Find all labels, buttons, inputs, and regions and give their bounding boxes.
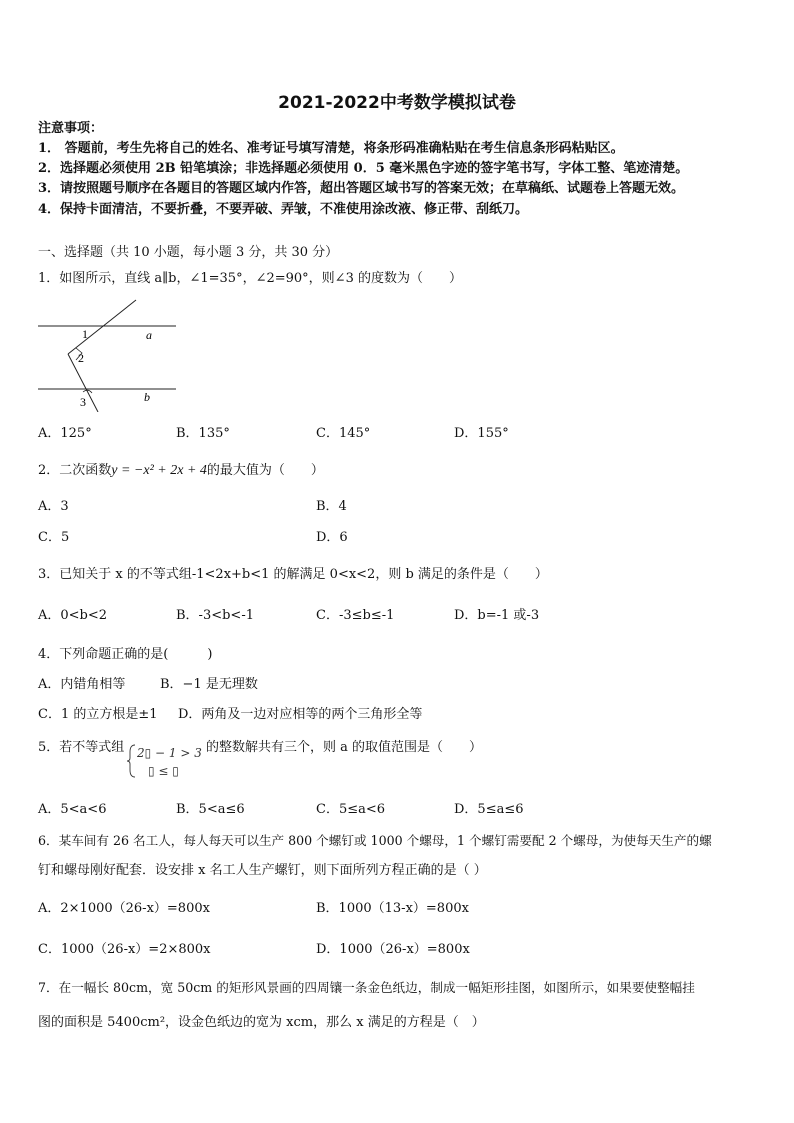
q4-option-c: C．1 的立方根是±1: [38, 707, 158, 722]
notice-heading: 注意事项：: [38, 121, 104, 136]
q3-option-b: B．-3<b<-1: [176, 608, 254, 623]
q1-option-a: A．125°: [38, 426, 92, 441]
notice-item: 1． 答题前，考生先将自己的姓名、准考证号填写清楚，将条形码准确粘贴在考生信息条形码粘贴区。: [38, 141, 624, 156]
q1-option-d: D．155°: [454, 426, 509, 441]
q2-option-c: C．5: [38, 530, 70, 545]
q2-option-b: B．4: [316, 499, 347, 514]
q2-formula: y = −x² + 2x + 4: [111, 463, 207, 478]
q6-option-b: B．1000（13-x）=800x: [316, 901, 469, 916]
q2-option-a: A．3: [38, 499, 69, 514]
question-1-stem: 1．如图所示，直线 a∥b，∠1=35°，∠2=90°，则∠3 的度数为（ ）: [38, 271, 462, 286]
q2-option-d: D．6: [316, 530, 348, 545]
notice-item: 3．请按照题号顺序在各题目的答题区域内作答，超出答题区域书写的答案无效；在草稿纸、试题卷上答题无效。: [38, 181, 685, 196]
question-6-line-1: 6．某车间有 26 名工人，每人每天可以生产 800 个螺钉或 1000 个螺母，1 个螺钉需要配 2 个螺母，为使每天生产的螺: [38, 833, 712, 848]
q4-option-b: B．−1 是无理数: [160, 677, 258, 692]
q5-stem-post: 的整数解共有三个，则 a 的取值范围是（ ）: [206, 740, 483, 755]
question-3-stem: 3．已知关于 x 的不等式组-1<2x+b<1 的解满足 0<x<2，则 b 满足的条件是（ ）: [38, 567, 548, 582]
question-7-line-1: 7．在一幅长 80cm，宽 50cm 的矩形风景画的四周镶一条金色纸边，制成一幅矩形挂图，如图所示，如果要使整幅挂: [38, 980, 695, 995]
notice-item: 2．选择题必须使用 2B 铅笔填涂；非选择题必须使用 0．5 毫米黑色字迹的签字笔书写，字体工整、笔迹清楚。: [38, 161, 689, 176]
q5-stem-pre: 5．若不等式组: [38, 740, 125, 755]
question-2-stem: [38, 462, 324, 480]
q4-option-a: A．内错角相等: [38, 677, 126, 692]
q5-option-c: C．5≤a<6: [316, 802, 386, 817]
q5-option-a: A．5<a<6: [38, 802, 107, 817]
q5-system-line-2: ▯ ≤ ▯: [148, 764, 179, 778]
q3-option-a: A．0<b<2: [38, 608, 108, 623]
notice-item: 4．保持卡面清洁，不要折叠，不要弄破、弄皱，不准使用涂改液、修正带、刮纸刀。: [38, 202, 529, 217]
question-7-line-2: 图的面积是 5400cm²，设金色纸边的宽为 xcm，那么 x 满足的方程是（ ）: [38, 1015, 485, 1030]
q3-option-d: D．b=-1 或-3: [454, 608, 540, 623]
q4-option-d: D．两角及一边对应相等的两个三角形全等: [178, 707, 423, 722]
q2-stem-post: 的最大值为（ ）: [206, 463, 324, 478]
q5-system-line-1: 2▯ − 1 > 3: [137, 746, 202, 760]
q6-option-a: A．2×1000（26-x）=800x: [38, 901, 210, 916]
q1-option-b: B．135°: [176, 426, 230, 441]
page-title: 2021-2022中考数学模拟试卷: [278, 93, 516, 113]
transversal-upper: [68, 300, 136, 354]
q6-option-d: D．1000（26-x）=800x: [316, 942, 470, 957]
question-6-line-2: 钉和螺母刚好配套．设安排 x 名工人生产螺钉，则下面所列方程正确的是（ ）: [38, 863, 487, 878]
q1-figure: [36, 296, 176, 412]
q2-stem-pre: 2．二次函数: [38, 463, 112, 478]
line-a-label: a: [146, 328, 152, 342]
q5-brace: [127, 744, 137, 778]
angle-2-label: 2: [78, 351, 84, 365]
q5-option-b: B．5<a≤6: [176, 802, 245, 817]
q6-option-c: C．1000（26-x）=2×800x: [38, 942, 211, 957]
q3-option-c: C．-3≤b≤-1: [316, 608, 395, 623]
q5-option-d: D．5≤a≤6: [454, 802, 524, 817]
section-heading: 一、选择题（共 10 小题，每小题 3 分，共 30 分）: [38, 245, 339, 260]
q1-option-c: C．145°: [316, 426, 371, 441]
question-4-stem: 4．下列命题正确的是( ): [38, 647, 213, 662]
angle-3-label: 3: [80, 395, 86, 409]
angle-1-label: 1: [82, 327, 88, 341]
line-b-label: b: [144, 390, 150, 404]
